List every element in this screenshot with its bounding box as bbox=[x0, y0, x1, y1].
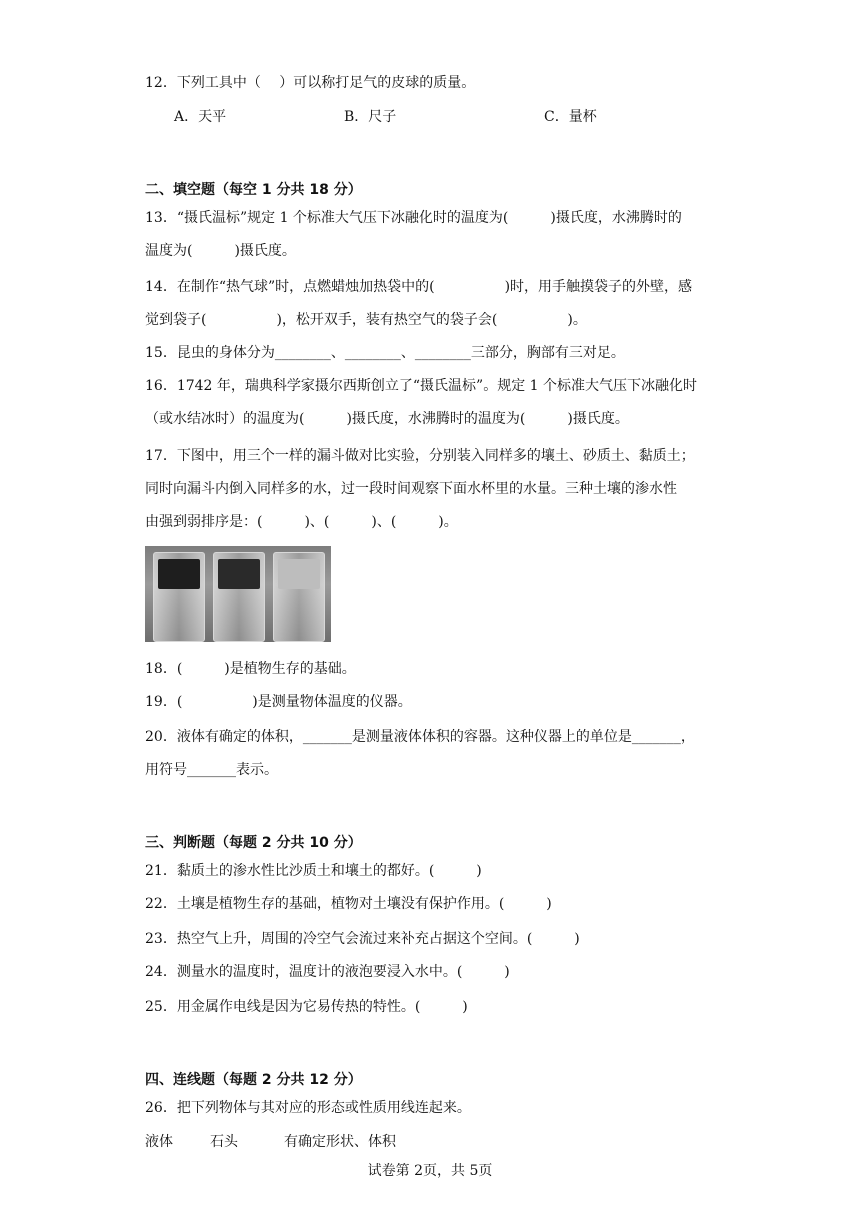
q24-text: 24．测量水的温度时，温度计的液泡要浸入水中。( ) bbox=[145, 964, 510, 980]
q23-text: 23．热空气上升，周围的冷空气会流过来补充占据这个空间。( ) bbox=[145, 931, 580, 947]
q26-item-stone: 石头 bbox=[210, 1134, 238, 1150]
q17-line3: 由强到弱排序是：( )、( )、( )。 bbox=[145, 514, 458, 530]
q14-line1: 14．在制作“热气球”时，点燃蜡烛加热袋中的( )时，用手触摸袋子的外壁，感 bbox=[145, 279, 693, 295]
section-title-true-false: 三、判断题（每题 2 分共 10 分） bbox=[145, 835, 362, 851]
q16-line2: （或水结冰时）的温度为( )摄氏度，水沸腾时的温度为( )摄氏度。 bbox=[145, 411, 629, 427]
q17-line1: 17．下图中，用三个一样的漏斗做对比实验，分别装入同样多的壤土、砂质土、黏质土； bbox=[145, 448, 695, 464]
q25-text: 25．用金属作电线是因为它易传热的特性。( ) bbox=[145, 999, 468, 1015]
q21-text: 21．黏质土的渗水性比沙质土和壤土的都好。( ) bbox=[145, 863, 482, 879]
section-title-matching: 四、连线题（每题 2 分共 12 分） bbox=[145, 1072, 362, 1088]
q14-line2: 觉到袋子( )，松开双手，装有热空气的袋子会( )。 bbox=[145, 312, 587, 328]
soil-experiment-photo bbox=[145, 546, 331, 642]
funnel-cup-3 bbox=[273, 552, 325, 642]
funnel-cup-2 bbox=[213, 552, 265, 642]
q13-line1: 13．“摄氏温标”规定 1 个标准大气压下冰融化时的温度为( )摄氏度，水沸腾时的 bbox=[145, 210, 682, 226]
q16-line1: 16．1742 年，瑞典科学家摄尔西斯创立了“摄氏温标”。规定 1 个标准大气压下冰融化时 bbox=[145, 378, 698, 394]
q22-text: 22．土壤是植物生存的基础，植物对土壤没有保护作用。( ) bbox=[145, 896, 552, 912]
q26-text: 26．把下列物体与其对应的形态或性质用线连起来。 bbox=[145, 1100, 471, 1116]
q12-option-b: B．尺子 bbox=[344, 109, 397, 125]
q12-text: 12．下列工具中（ ）可以称打足气的皮球的质量。 bbox=[145, 75, 476, 91]
section-title-fill-blank: 二、填空题（每空 1 分共 18 分） bbox=[145, 182, 362, 198]
q26-item-property: 有确定形状、体积 bbox=[284, 1134, 396, 1150]
soil-sample-3 bbox=[278, 559, 320, 589]
q18-text: 18．( )是植物生存的基础。 bbox=[145, 661, 356, 677]
q12-option-a: A．天平 bbox=[174, 109, 227, 125]
q12-option-c: C．量杯 bbox=[544, 109, 597, 125]
page-footer: 试卷第 2页，共 5页 bbox=[367, 1163, 493, 1179]
q20-line2: 用符号_______表示。 bbox=[145, 762, 278, 778]
q20-line1: 20．液体有确定的体积，_______是测量液体体积的容器。这种仪器上的单位是_______， bbox=[145, 729, 695, 745]
soil-sample-2 bbox=[218, 559, 260, 589]
funnel-cup-1 bbox=[153, 552, 205, 642]
q17-line2: 同时向漏斗内倒入同样多的水，过一段时间观察下面水杯里的水量。三种土壤的渗水性 bbox=[145, 481, 677, 497]
q19-text: 19．( )是测量物体温度的仪器。 bbox=[145, 694, 412, 710]
q13-line2: 温度为( )摄氏度。 bbox=[145, 243, 296, 259]
q26-item-liquid: 液体 bbox=[145, 1134, 173, 1150]
soil-sample-1 bbox=[158, 559, 200, 589]
q15-text: 15．昆虫的身体分为________、________、________三部分，胸部有三对足。 bbox=[145, 345, 625, 361]
